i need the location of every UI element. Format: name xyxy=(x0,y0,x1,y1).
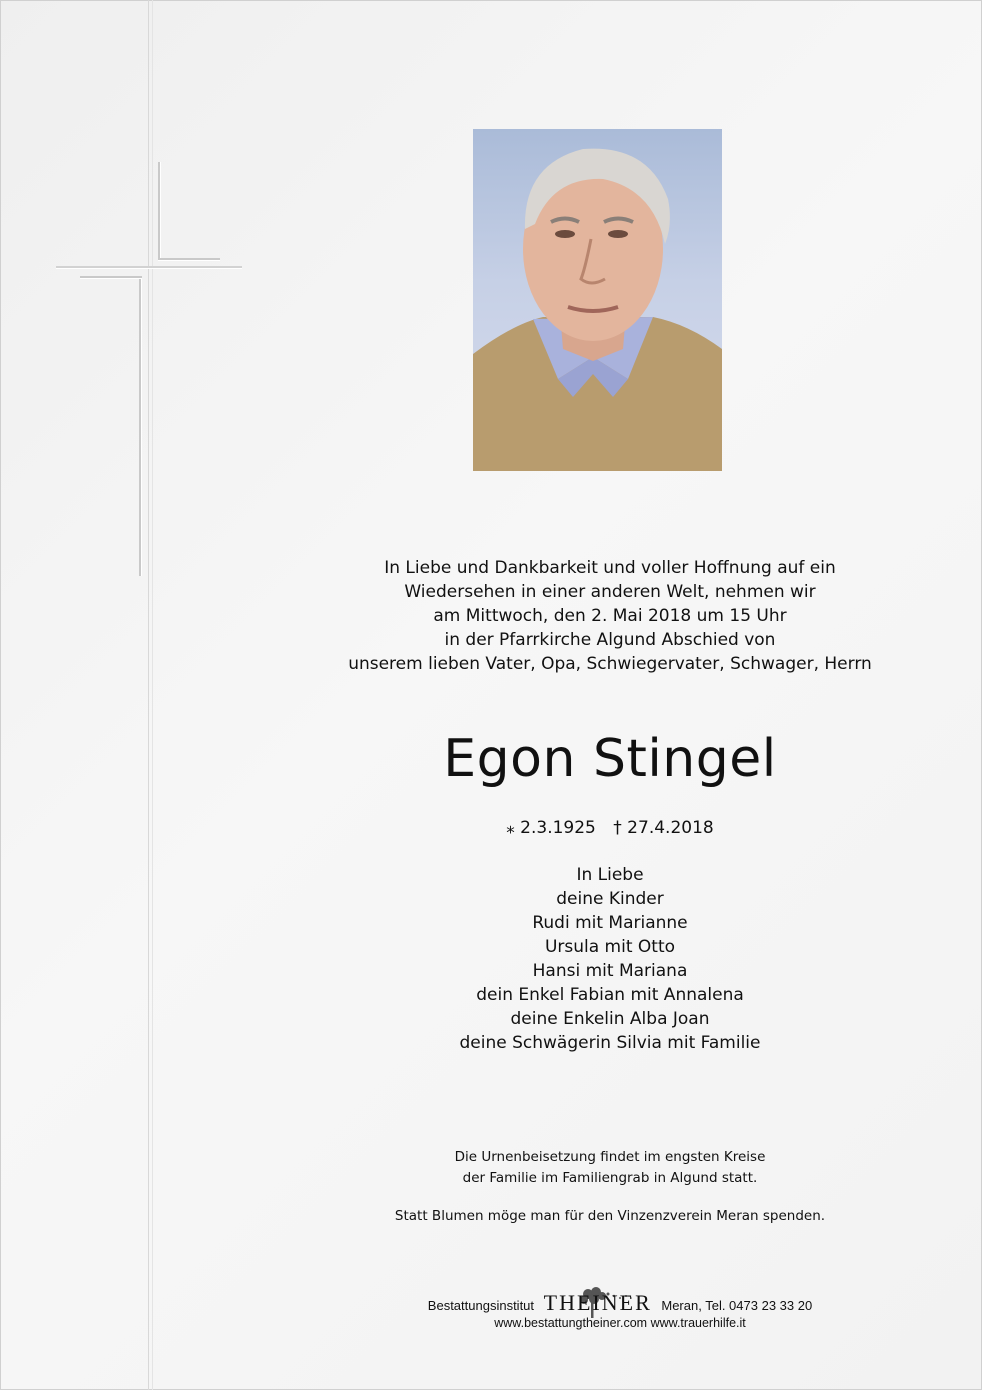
institute-label: Bestattungsinstitut xyxy=(427,1298,535,1313)
notice-line: der Familie im Familiengrab in Algund statt. xyxy=(462,1170,758,1186)
birth-date: ⁎ 2.3.1925 xyxy=(506,818,596,838)
mourner-line: deine Enkelin Alba Joan xyxy=(510,1009,710,1029)
mourner-line: deine Schwägerin Silvia mit Familie xyxy=(459,1033,761,1053)
footer-websites: www.bestattungtheiner.com www.trauerhilfe.it xyxy=(494,1316,746,1330)
burial-notice xyxy=(330,1147,890,1227)
footer xyxy=(390,1290,850,1330)
notice-line: Die Urnenbeisetzung findet im engsten Kreise xyxy=(454,1149,766,1165)
intro-line: unserem lieben Vater, Opa, Schwiegervater, Schwager, Herrn xyxy=(348,654,872,674)
mourner-line: dein Enkel Fabian mit Annalena xyxy=(476,985,744,1005)
donation-line: Statt Blumen möge man für den Vinzenzverein Meran spenden. xyxy=(394,1208,826,1224)
life-dates xyxy=(330,816,890,840)
portrait-photo xyxy=(473,129,722,471)
death-date: † 27.4.2018 xyxy=(613,818,714,838)
intro-line: Wiedersehen in einer anderen Welt, nehmen wir xyxy=(404,582,816,602)
mourner-line: In Liebe xyxy=(576,865,644,885)
mourner-line: deine Kinder xyxy=(556,889,664,909)
mourner-line: Rudi mit Marianne xyxy=(532,913,688,933)
intro-text xyxy=(330,556,890,676)
deceased-name: Egon Stingel xyxy=(443,729,777,789)
mourner-line: Ursula mit Otto xyxy=(544,937,676,957)
intro-line: In Liebe und Dankbarkeit und voller Hoffnung auf ein xyxy=(384,558,836,578)
mourners-list xyxy=(330,863,890,1055)
footer-contact-row xyxy=(390,1290,850,1316)
decor-line-left xyxy=(148,0,149,1390)
contact-info: Meran, Tel. 0473 23 33 20 xyxy=(661,1298,813,1313)
theiner-logo: THEINER xyxy=(543,1290,652,1315)
mourner-line: Hansi mit Mariana xyxy=(532,961,688,981)
intro-line: am Mittwoch, den 2. Mai 2018 um 15 Uhr xyxy=(433,606,787,626)
decor-line-right xyxy=(152,0,153,1390)
intro-line: in der Pfarrkirche Algund Abschied von xyxy=(444,630,776,650)
